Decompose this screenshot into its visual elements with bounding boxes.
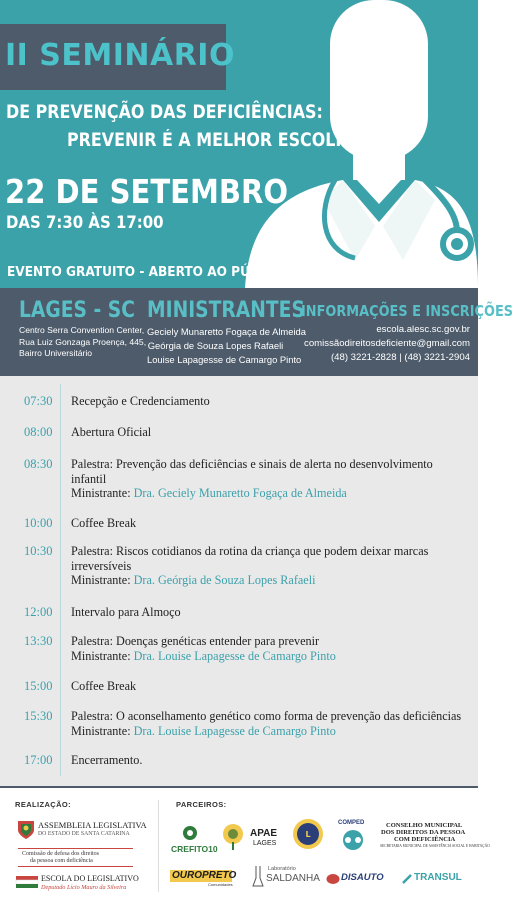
saldanha-logo [252, 864, 322, 890]
schedule-speaker [71, 573, 471, 588]
conselho-line: SECRETARIA MUNICIPAL DE ASSISTÊNCIA SOCIAL E HABITAÇÃO [380, 844, 490, 848]
schedule-description [71, 516, 471, 531]
saldanha-line: Laboratório [268, 866, 296, 872]
schedule-speaker [71, 486, 471, 501]
flag-icon [16, 873, 38, 891]
schedule-speaker [71, 649, 471, 664]
escola-logo [16, 873, 156, 895]
event-title: II SEMINÁRIO [5, 38, 235, 73]
ouro-preto-sub: Comunidades [208, 882, 233, 887]
sunflower-logo [221, 822, 245, 850]
free-event-note: EVENTO GRATUITO - ABERTO AO PÚBLICO [7, 264, 291, 280]
subtitle-line-2: PREVENIR É A MELHOR ESCOLHA [67, 130, 362, 151]
schedule-time: 10:00 [24, 516, 53, 530]
conselho-line: COM DEFICIÊNCIA [394, 836, 456, 843]
alesc-state: DO ESTADO DE SANTA CATARINA [38, 831, 130, 837]
schedule-time: 13:30 [24, 634, 53, 648]
schedule-divider [60, 384, 61, 776]
contact-details [304, 323, 470, 365]
speaker-name: Louise Lapagesse de Camargo Pinto [147, 354, 302, 365]
conselho-logo [380, 822, 490, 852]
contact-phones: (48) 3221-2828 | (48) 3221-2904 [330, 352, 470, 363]
speaker-label: Ministrante: [71, 723, 131, 738]
lions-emblem-icon [292, 818, 324, 850]
realizacao-label: REALIZAÇÃO: [15, 800, 72, 809]
transul-name: TRANSUL [414, 872, 462, 883]
comissao-line: da pessoa com deficiência [30, 858, 93, 864]
schedule-text: Palestra: Doenças genéticas entender para prevenir [71, 634, 320, 648]
lions-logo [292, 818, 324, 850]
schedule-description [71, 753, 471, 768]
schedule-description [71, 457, 471, 501]
schedule-text: Palestra: Prevenção das deficiências e sinais de alerta no desenvolvimento [71, 457, 433, 471]
schedule-description [71, 394, 471, 409]
disauto-logo [326, 872, 394, 888]
conselho-line: CONSELHO MUNICIPAL [386, 822, 463, 829]
escola-subtitle: Deputado Lício Mauro da Silveira [41, 884, 127, 891]
speaker-label: Ministrante: [71, 648, 131, 663]
sunflower-icon [221, 822, 245, 850]
speaker-label: Ministrante: [71, 486, 131, 500]
contact-email[interactable]: comissãodireitosdeficiente@gmail.com [304, 338, 470, 349]
schedule-time: 08:30 [24, 457, 53, 471]
schedule-time: 15:30 [24, 709, 53, 723]
footer-sponsors [0, 788, 490, 900]
transul-logo [402, 872, 472, 888]
schedule-text: Recepção e Credenciamento [71, 394, 210, 408]
speaker-name: Geciely Munaretto Fogaça de Almeida [147, 326, 306, 337]
schedule-text: Coffee Break [71, 679, 137, 693]
speaker-name: Dra. Louise Lapagesse de Camargo Pinto [133, 648, 336, 663]
schedule-time: 17:00 [24, 753, 53, 767]
speaker-name: Dra. Geórgia de Souza Lopes Rafaeli [133, 573, 316, 587]
crefito-emblem-icon [170, 824, 210, 844]
schedule-text: irreversíveis [71, 558, 132, 573]
schedule-time: 15:00 [24, 679, 53, 693]
svg-text:L: L [305, 830, 311, 839]
schedule-text: infantil [71, 471, 107, 486]
location-heading: LAGES - SC [19, 298, 135, 323]
speaker-name: Dra. Louise Lapagesse de Camargo Pinto [133, 723, 336, 738]
speaker-label: Ministrante: [71, 573, 131, 587]
event-title-box [0, 24, 235, 90]
apae-logo [250, 828, 280, 852]
schedule-description [71, 709, 471, 738]
schedule-text: Coffee Break [71, 516, 137, 530]
contact-heading: INFORMAÇÕES E INSCRIÇÕES [301, 302, 513, 320]
schedule-time: 07:30 [24, 394, 53, 408]
comped-emblem-icon [338, 829, 368, 851]
info-bar [0, 288, 513, 376]
address-line: Bairro Universitário [19, 348, 93, 358]
comissao-line: Comissão de defesa dos direitos [22, 851, 99, 857]
location-address [19, 325, 146, 360]
event-hours: DAS 7:30 ÀS 17:00 [6, 213, 164, 233]
alesc-logo [16, 818, 156, 842]
comped-name: COMPED [338, 820, 365, 826]
contact-website[interactable]: escola.alesc.sc.gov.br [376, 324, 470, 335]
schedule [0, 376, 478, 788]
comissao-logo [18, 848, 158, 868]
speakers-list [147, 325, 306, 367]
subtitle-line-1: DE PREVENÇÃO DAS DEFICIÊNCIAS: [6, 102, 323, 123]
event-date: 22 DE SETEMBRO [5, 172, 289, 211]
schedule-text: Palestra: Riscos cotidianos da rotina da criança que podem deixar marcas [71, 544, 429, 558]
coat-of-arms-icon [16, 818, 36, 840]
escola-name: ESCOLA DO LEGISLATIVO [41, 874, 139, 883]
saldanha-name: SALDANHA [266, 873, 320, 884]
schedule-time: 10:30 [24, 544, 53, 558]
speaker-name: Dra. Geciely Munaretto Fogaça de Almeida [133, 486, 347, 500]
schedule-text: Palestra: O aconselhamento genético como forma de prevenção das deficiências [71, 709, 462, 723]
disauto-name: DISAUTO [341, 872, 384, 883]
disauto-emblem-icon [326, 873, 340, 885]
schedule-description [71, 679, 471, 694]
ouro-preto-name: OUROPRETO [172, 870, 237, 881]
schedule-speaker [71, 724, 471, 739]
apae-city: LAGES [253, 840, 277, 847]
schedule-description [71, 634, 471, 663]
comped-logo [336, 820, 372, 852]
apae-name: APAE [250, 828, 278, 839]
schedule-text: Intervalo para Almoço [71, 605, 181, 619]
address-line: Centro Serra Convention Center, [19, 325, 145, 335]
hero-banner [0, 0, 478, 288]
footer-divider [158, 800, 159, 892]
crefito-logo [170, 824, 218, 854]
flask-icon [252, 864, 264, 888]
schedule-text: Encerramento. [71, 753, 143, 767]
address-line: Rua Luiz Gonzaga Proença, 445, [19, 336, 147, 347]
schedule-description [71, 605, 471, 620]
schedule-description [71, 544, 471, 588]
ouro-preto-logo [170, 870, 237, 888]
schedule-time: 08:00 [24, 425, 53, 439]
parceiros-label: PARCEIROS: [176, 800, 227, 809]
crefito-name: CREFITO10 [171, 844, 218, 854]
transul-emblem-icon [402, 873, 412, 885]
conselho-line: DOS DIREITOS DA PESSOA [381, 829, 466, 836]
alesc-name: ASSEMBLEIA LEGISLATIVA [38, 820, 147, 830]
speaker-name: Geórgia de Souza Lopes Rafaeli [147, 340, 284, 351]
schedule-text: Abertura Oficial [71, 425, 152, 439]
schedule-description [71, 425, 471, 440]
schedule-time: 12:00 [24, 605, 53, 619]
speakers-heading: MINISTRANTES [147, 298, 305, 323]
